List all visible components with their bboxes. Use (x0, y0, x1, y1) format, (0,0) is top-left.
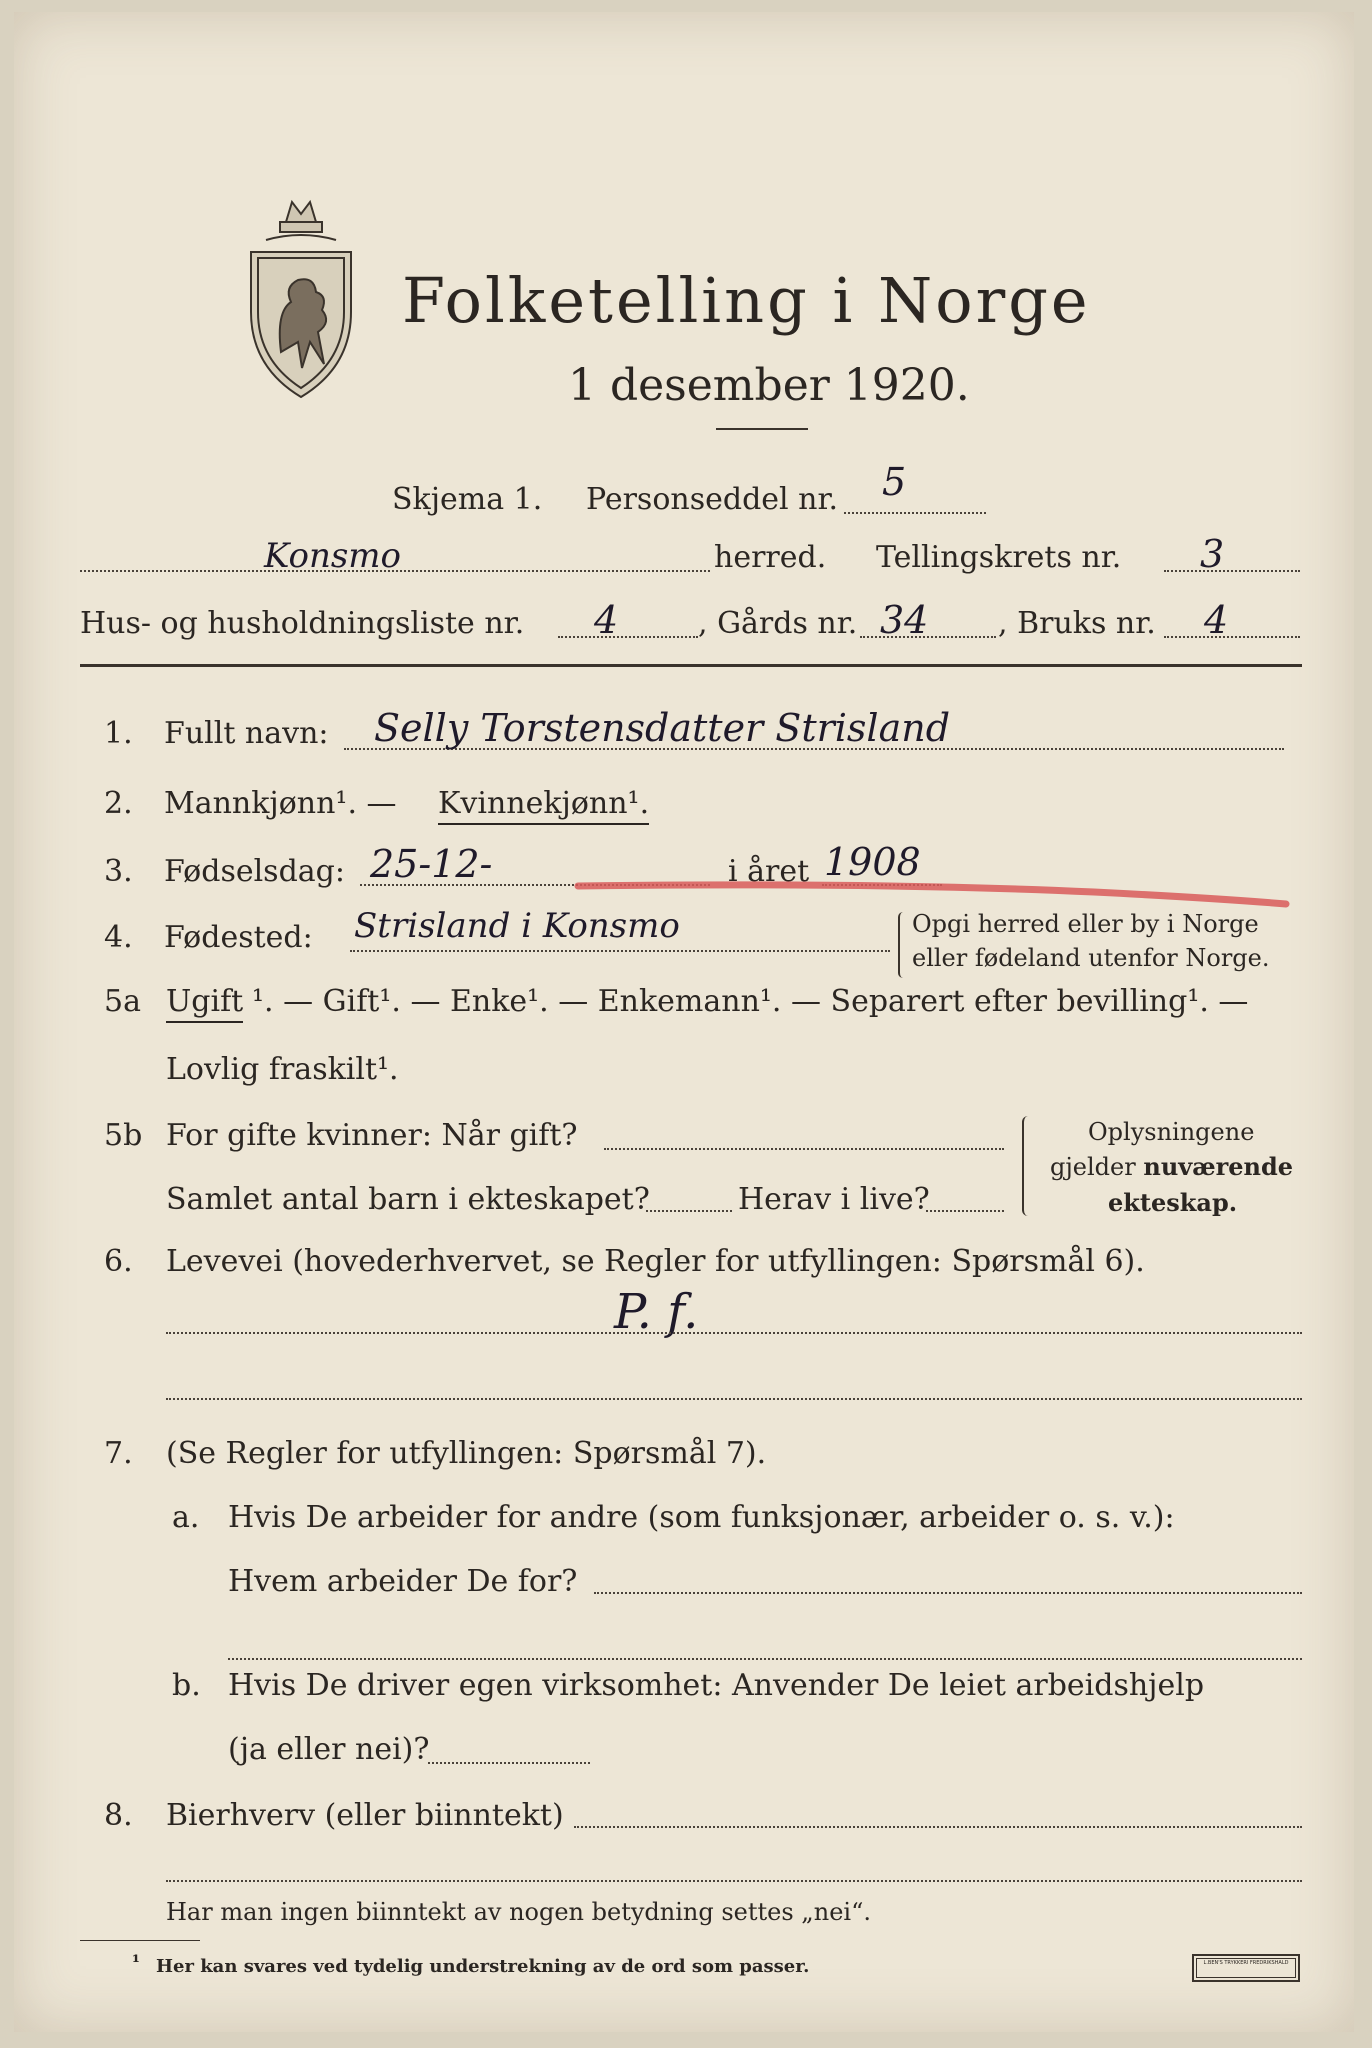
footnote-divider (80, 1940, 200, 1941)
q5b-note2 (1050, 1152, 1293, 1181)
q4-line (350, 950, 890, 952)
herred-label: herred. (714, 540, 827, 575)
printer-stamp-inner: L.BEN'S TRYKKERI FREDRIKSHALD (1196, 1958, 1296, 1978)
q8-number: 8. (104, 1798, 133, 1833)
q5b-children-line (646, 1210, 732, 1212)
q7a-line (594, 1592, 1302, 1594)
q7a-extra-line (228, 1658, 1302, 1660)
tellingskrets-line (1164, 570, 1300, 572)
skjema-label: Skjema 1. (392, 482, 543, 517)
gards-value: 34 (880, 598, 929, 642)
red-pencil-mark (574, 874, 1294, 914)
q7b-line2: (ja eller nei)? (228, 1732, 430, 1767)
q7a-line1: Hvis De arbeider for andre (som funksjonær, arbeider o. s. v.): (228, 1500, 1175, 1535)
q5b-number: 5b (104, 1118, 143, 1153)
q4-note-line1: Opgi herred eller by i Norge (912, 910, 1259, 938)
q3-number: 3. (104, 854, 133, 889)
hus-value: 4 (594, 598, 619, 642)
q7b-letter: b. (172, 1668, 201, 1703)
q7b-line1: Hvis De driver egen virksomhet: Anvender De leiet arbeidshjelp (228, 1668, 1205, 1703)
bruks-label: , Bruks nr. (998, 606, 1156, 641)
q6-line2 (166, 1398, 1302, 1400)
q8-line2 (166, 1880, 1302, 1882)
gards-label: , Gårds nr. (698, 606, 858, 641)
q5a-ugift-option: Ugift (166, 984, 243, 1023)
q7-label: (Se Regler for utfyllingen: Spørsmål 7). (166, 1436, 767, 1471)
footnote-text: Her kan svares ved tydelig understrekning av de ord som passer. (156, 1956, 810, 1977)
q7a-letter: a. (172, 1500, 200, 1535)
q7-number: 7. (104, 1436, 133, 1471)
q5a-number: 5a (104, 984, 141, 1019)
form-title: Folketelling i Norge (402, 264, 1091, 337)
q4-note-brace (898, 912, 908, 978)
tellingskrets-label: Tellingskrets nr. (876, 540, 1122, 575)
header-divider (80, 664, 1302, 667)
personseddel-value: 5 (882, 460, 907, 504)
q3-value: 25-12- (370, 842, 493, 886)
q2-number: 2. (104, 786, 133, 821)
hus-label: Hus- og husholdningsliste nr. (80, 606, 525, 641)
q5b-note-brace (1022, 1116, 1034, 1216)
q7b-line (428, 1762, 590, 1764)
q7a-line2: Hvem arbeider De for? (228, 1564, 578, 1599)
q6-value: P. f. (614, 1284, 699, 1340)
q5b-line1: For gifte kvinner: Når gift? (166, 1118, 578, 1153)
q8-line1 (574, 1826, 1302, 1828)
q5b-note2-text: gjelder (1050, 1153, 1136, 1181)
q1-number: 1. (104, 716, 133, 751)
q5b-married-line (604, 1148, 1004, 1150)
q1-value: Selly Torstensdatter Strisland (374, 706, 951, 750)
q5b-note1: Oplysningene (1088, 1118, 1255, 1146)
herred-value: Konsmo (264, 536, 402, 576)
q8-label: Bierhverv (eller biinntekt) (166, 1798, 564, 1833)
personseddel-label: Personseddel nr. (586, 482, 839, 517)
q3-year-value: 1908 (824, 840, 921, 884)
q4-note-line2: eller fødeland utenfor Norge. (912, 944, 1270, 972)
personseddel-line (844, 512, 986, 514)
q6-number: 6. (104, 1244, 133, 1279)
q5b-note3: ekteskap. (1108, 1188, 1238, 1217)
footer-note: Har man ingen biinntekt av nogen betydning settes „nei“. (166, 1898, 871, 1926)
q5b-heravlive: Herav i live? (738, 1182, 930, 1217)
q4-value: Strisland i Konsmo (354, 906, 680, 946)
q5a-other-options: ¹. — Gift¹. — Enke¹. — Enkemann¹. — Separert efter bevilling¹. — (252, 984, 1249, 1019)
q1-label: Fullt navn: (164, 716, 329, 751)
q5b-alive-line (926, 1210, 1004, 1212)
footnote-mark: ¹ (132, 1952, 140, 1973)
printer-stamp (1192, 1954, 1300, 1982)
census-date: 1 desember 1920. (568, 360, 970, 411)
q6-line1 (166, 1332, 1302, 1334)
q2-female-option: Kvinnekjønn¹. (438, 786, 649, 825)
tellingskrets-value: 3 (1200, 532, 1225, 576)
q5b-note2-bold: nuværende (1143, 1152, 1294, 1181)
q4-number: 4. (104, 920, 133, 955)
bruks-line (1164, 636, 1300, 638)
norway-coat-of-arms-icon (236, 192, 366, 407)
q3-year-label: i året (728, 854, 810, 889)
q5b-line2: Samlet antal barn i ekteskapet? (166, 1182, 650, 1217)
bruks-value: 4 (1204, 598, 1229, 642)
q2-male-option: Mannkjønn¹. — (164, 786, 397, 821)
hus-line (558, 636, 698, 638)
q3-label: Fødselsdag: (164, 854, 345, 889)
q5a-line2: Lovlig fraskilt¹. (166, 1052, 399, 1087)
census-form-page (14, 12, 1354, 2032)
q6-label: Levevei (hovederhvervet, se Regler for utfyllingen: Spørsmål 6). (166, 1244, 1145, 1279)
q4-label: Fødested: (164, 920, 313, 955)
title-divider (716, 428, 808, 430)
